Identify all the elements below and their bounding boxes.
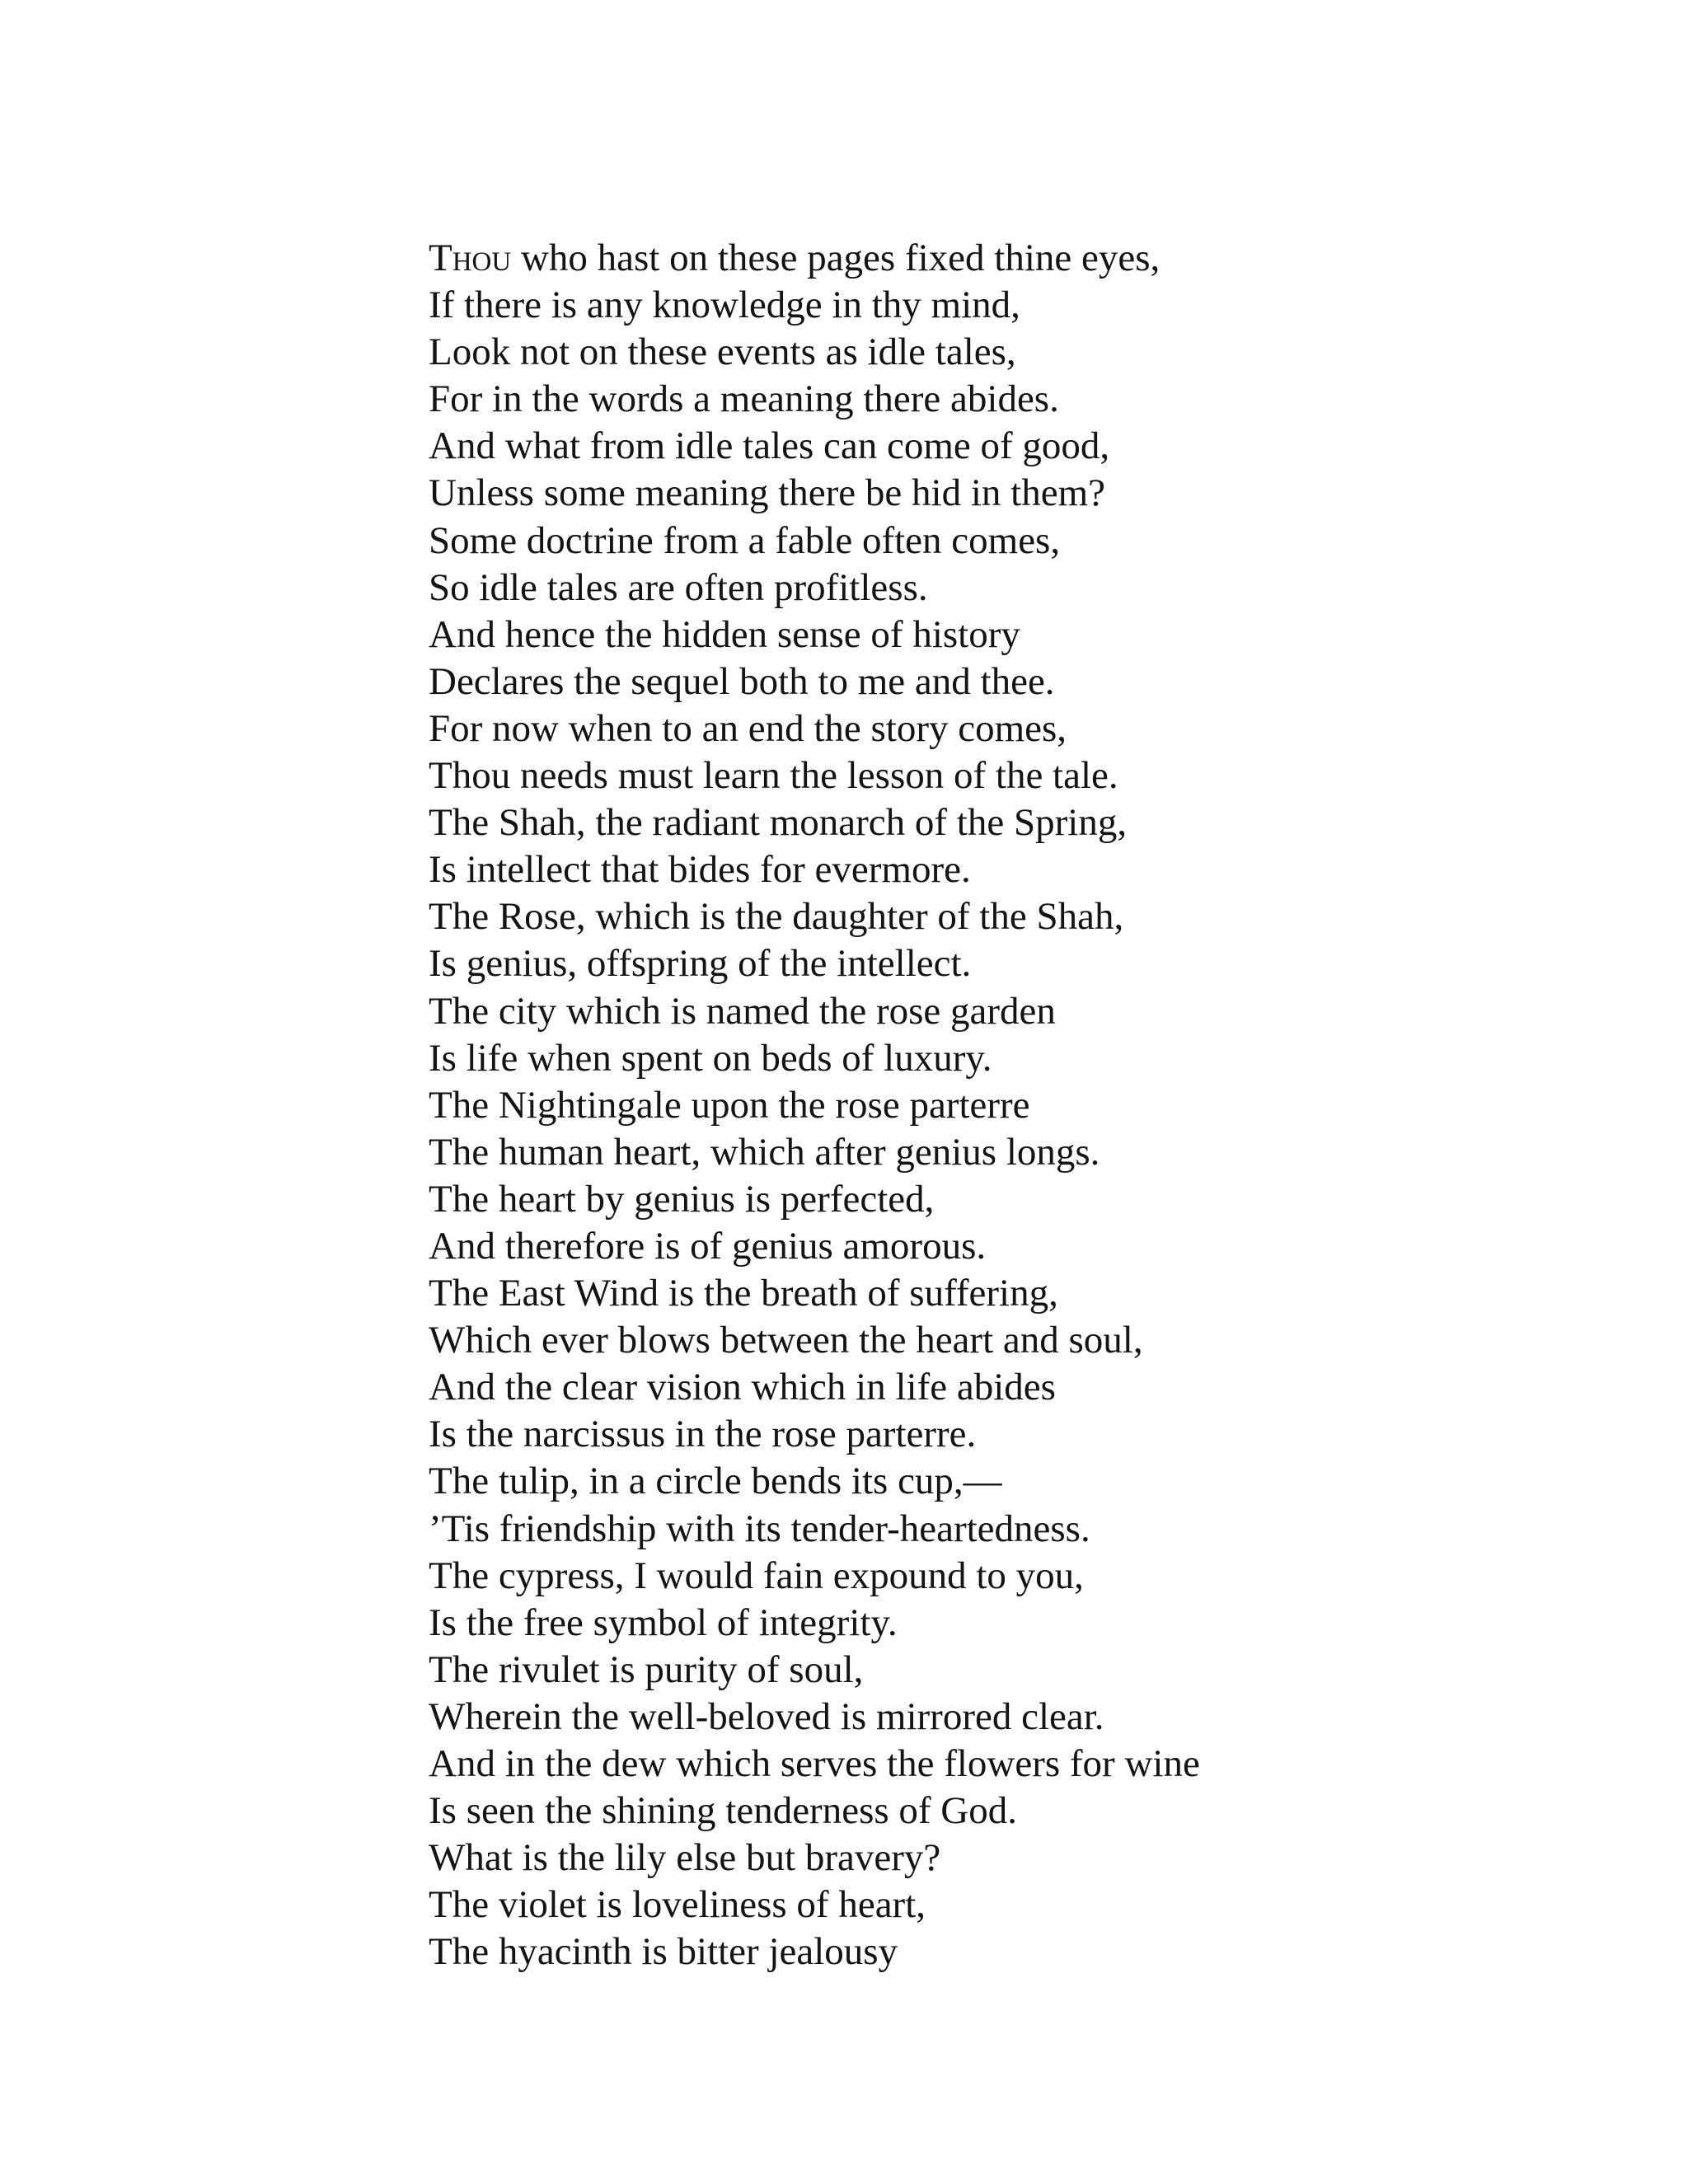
poem-line: Is genius, offspring of the intellect. xyxy=(429,942,972,986)
poem-line: Unless some meaning there be hid in them? xyxy=(429,471,1105,515)
poem-line: Look not on these events as idle tales, xyxy=(429,330,1016,374)
poem-line: Is intellect that bides for evermore. xyxy=(429,848,971,892)
poem-line: The tulip, in a circle bends its cup,— xyxy=(429,1460,1002,1503)
poem-line: And therefore is of genius amorous. xyxy=(429,1224,987,1268)
poem-lines xyxy=(429,235,1335,1975)
poem-line: The hyacinth is bitter jealousy xyxy=(429,1930,898,1974)
poem-line: The violet is loveliness of heart, xyxy=(429,1883,926,1927)
poem-line: The cypress, I would fain expound to you, xyxy=(429,1554,1084,1597)
poem-line: Is the narcissus in the rose parterre. xyxy=(429,1413,977,1456)
poem-line: The Nightingale upon the rose parterre xyxy=(429,1083,1030,1127)
poem-text-block xyxy=(429,235,1335,1977)
poem-line: The heart by genius is perfected, xyxy=(429,1177,935,1221)
poem-line: Which ever blows between the heart and soul, xyxy=(429,1319,1143,1362)
poem-line: For in the words a meaning there abides. xyxy=(429,377,1059,421)
poem-line: The city which is named the rose garden xyxy=(429,989,1056,1033)
first-line-text: who hast on these pages fixed thine eyes, xyxy=(511,237,1160,279)
poem-line: And in the dew which serves the flowers for wine xyxy=(429,1742,1200,1785)
poem-line: The rivulet is purity of soul, xyxy=(429,1647,864,1691)
poem-line: And the clear vision which in life abides xyxy=(429,1366,1056,1409)
poem-line: Is life when spent on beds of luxury. xyxy=(429,1036,992,1080)
poem-line: Some doctrine from a fable often comes, xyxy=(429,518,1061,562)
poem-line: What is the lily else but bravery? xyxy=(429,1836,941,1880)
poem-line: Is seen the shining tenderness of God. xyxy=(429,1789,1017,1833)
poem-line: Thou needs must learn the lesson of the tale. xyxy=(429,754,1118,798)
poem-line: If there is any knowledge in thy mind, xyxy=(429,284,1020,327)
poem-line xyxy=(429,235,1335,282)
poem-line: Wherein the well-beloved is mirrored clear. xyxy=(429,1694,1104,1738)
poem-line: The East Wind is the breath of suffering, xyxy=(429,1272,1058,1315)
poem-line: For now when to an end the story comes, xyxy=(429,706,1067,750)
poem-line: So idle tales are often profitless. xyxy=(429,565,928,609)
poem-line: The Shah, the radiant monarch of the Spring, xyxy=(429,801,1128,845)
poem-line: The Rose, which is the daughter of the Shah, xyxy=(429,895,1124,939)
poem-line: Is the free symbol of integrity. xyxy=(429,1601,898,1644)
poem-line: Declares the sequel both to me and thee. xyxy=(429,659,1055,703)
poem-line: And hence the hidden sense of history xyxy=(429,612,1020,656)
poem-line: And what from idle tales can come of good, xyxy=(429,424,1110,468)
poem-line: The human heart, which after genius longs. xyxy=(429,1130,1100,1174)
opening-word: Thou xyxy=(429,237,512,279)
poem-line: ’Tis friendship with its tender-heartedness. xyxy=(429,1507,1090,1550)
